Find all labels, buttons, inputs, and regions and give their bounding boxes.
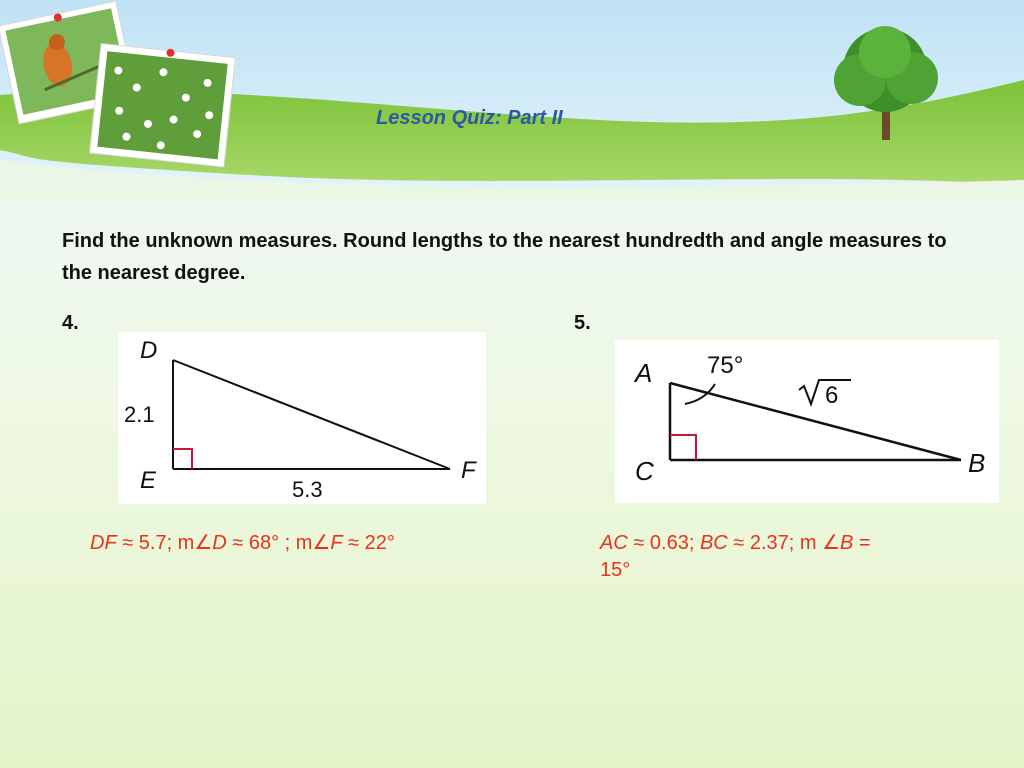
problem-5-figure xyxy=(615,340,999,503)
vertex-C-label: C xyxy=(635,456,654,486)
side-DF xyxy=(173,360,450,469)
side-DE-length: 2.1 xyxy=(124,402,155,427)
right-angle-mark xyxy=(670,435,696,460)
answer-5-var-1: AC xyxy=(600,532,628,554)
side-EF-length: 5.3 xyxy=(292,477,323,502)
slide-title: Lesson Quiz: Part II xyxy=(376,107,563,129)
flowers-photo-icon xyxy=(90,42,236,167)
vertex-D-label: D xyxy=(140,337,158,364)
hypotenuse-radicand: 6 xyxy=(825,382,839,409)
answer-5-text-1: ≈ 0.63; xyxy=(627,532,700,554)
problem-4-number: 4. xyxy=(62,312,79,334)
answer-4-text-2: ≈ 68° ; m∠ xyxy=(226,532,331,554)
vertex-F-label: F xyxy=(461,457,476,484)
answer-5-text-2: ≈ 2.37; m ∠ xyxy=(727,532,841,554)
vertex-B-label: B xyxy=(968,448,986,478)
instructions-text: Find the unknown measures. Round lengths to the nearest hundredth and angle measures to the nearest degree. xyxy=(62,230,947,284)
answer-4-var-2: D xyxy=(212,532,227,554)
right-angle-mark xyxy=(173,449,192,469)
answer-5-line-2: 15° xyxy=(600,559,631,581)
problem-4-figure xyxy=(118,332,486,504)
answer-5-var-3: B xyxy=(840,532,854,554)
answer-5-var-2: BC xyxy=(699,532,728,554)
answer-4-text-1: ≈ 5.7; m∠ xyxy=(116,532,213,554)
vertex-A-label: A xyxy=(635,358,653,388)
side-AB xyxy=(670,383,961,460)
answer-5-line-1 xyxy=(600,530,990,557)
answer-4-text-3: ≈ 22° xyxy=(342,532,395,554)
answer-4-var-3: F xyxy=(330,532,343,554)
header-banner xyxy=(0,0,1024,200)
angle-A-measure: 75° xyxy=(707,352,744,379)
answer-4-var-1: DF xyxy=(90,532,117,554)
problem-5-answer xyxy=(600,530,990,584)
vertex-E-label: E xyxy=(140,467,157,494)
problem-4-answer xyxy=(90,530,395,557)
problem-5-number: 5. xyxy=(574,312,591,334)
answer-5-text-3: = xyxy=(853,532,871,554)
